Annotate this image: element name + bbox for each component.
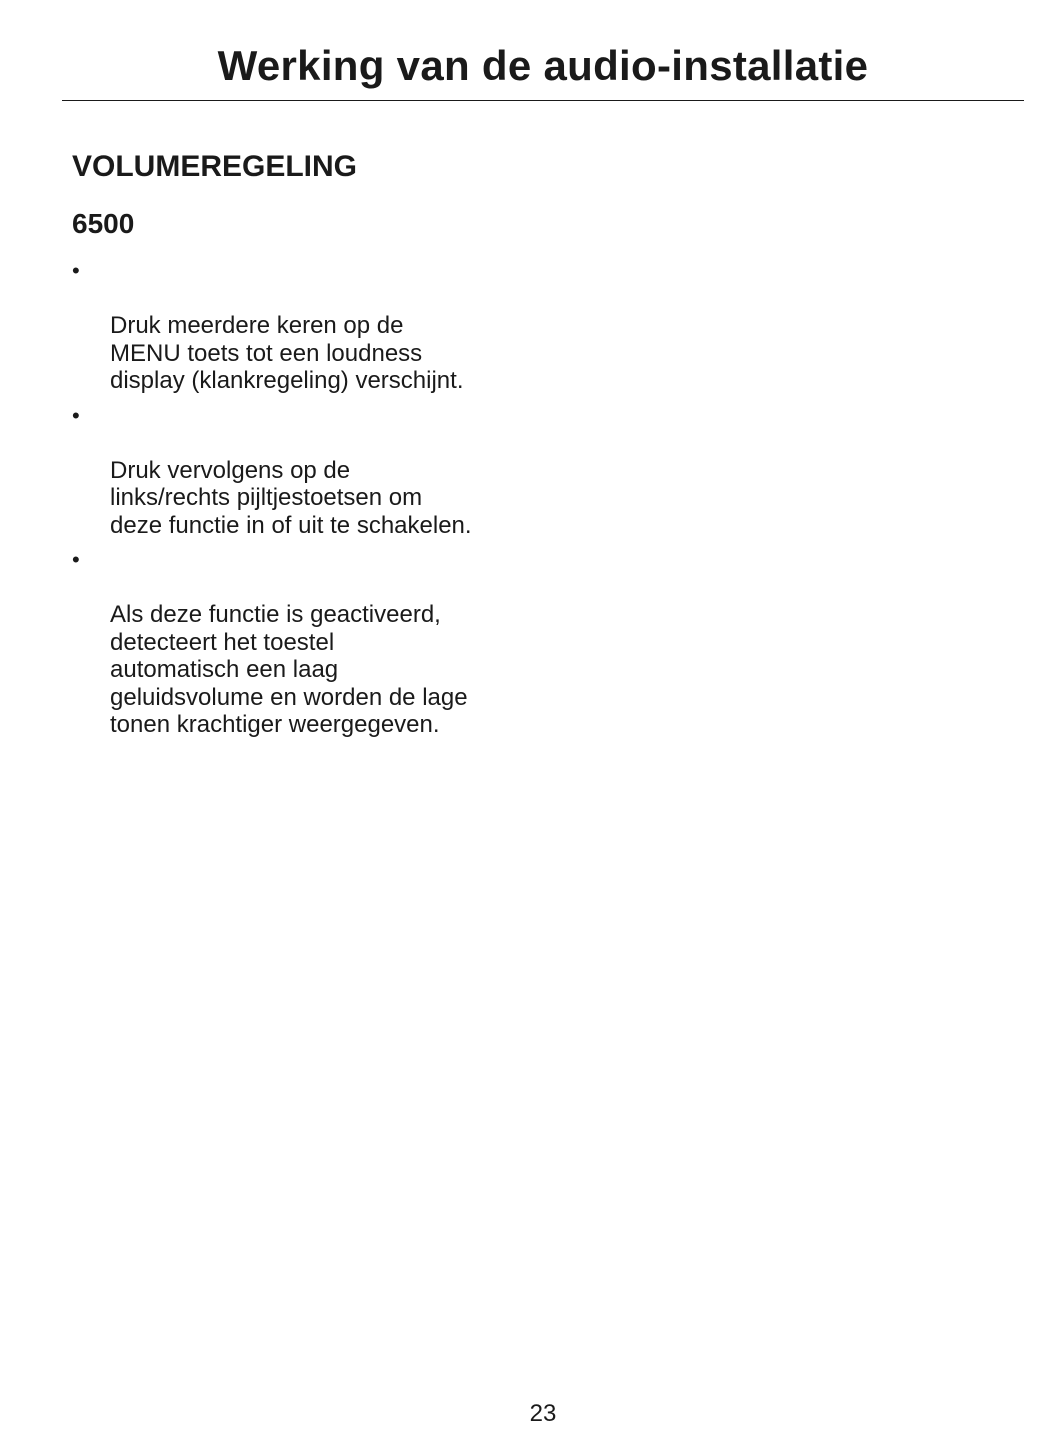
page-number: 23 (529, 1400, 557, 1427)
section-heading: VOLUMEREGELING (72, 150, 358, 183)
page-title: Werking van de audio-installatie (217, 42, 869, 89)
model-subheading: 6500 (72, 208, 135, 239)
bullet-icon: • (72, 258, 80, 283)
instruction-list (72, 257, 542, 746)
list-item (72, 257, 542, 395)
list-item-text: Druk meerdere keren op de MENU toets tot een loudness display (klankregeling) verschijnt. (110, 312, 464, 394)
list-item (72, 402, 542, 540)
list-item (72, 546, 542, 739)
bullet-icon: • (72, 402, 80, 428)
bullet-icon: • (72, 547, 80, 572)
title-divider (62, 100, 1024, 101)
list-item-text: Druk vervolgens op de links/rechts pijltjestoetsen om deze functie in of uit te schakelen. (110, 456, 472, 539)
list-item-text: Als deze functie is geactiveerd, detecteert het toestel automatisch een laag geluidsvolume en worden de lage tonen krachtiger weergegeven. (110, 601, 468, 738)
